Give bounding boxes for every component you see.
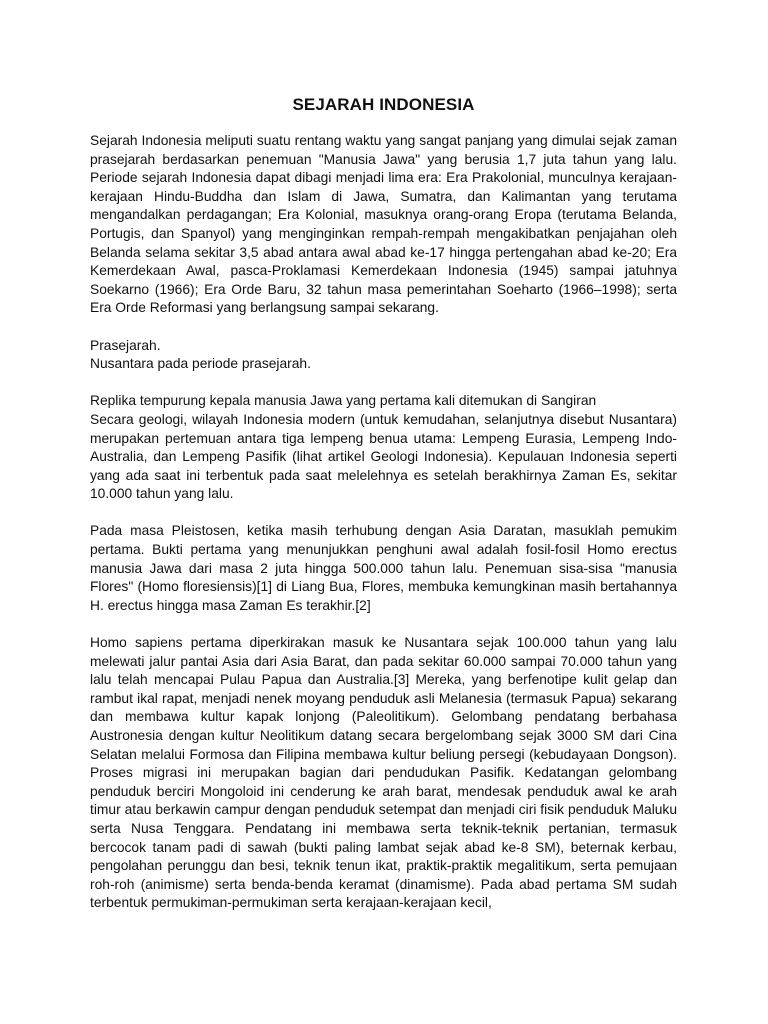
document-title: SEJARAH INDONESIA bbox=[292, 95, 475, 114]
paragraph-intro: Sejarah Indonesia meliputi suatu rentang waktu yang sangat panjang yang dimulai sejak zaman prasejarah berdasarkan penemuan "Manusia Jawa" yang berusia 1,7 juta tahun yang lalu. Periode sejarah Indonesia dapat dibagi menjadi lima era: Era Prakolonial, munculnya kerajaan-kerajaan Hindu-Buddha dan Islam di Jawa, Sumatra, dan Kalimantan yang terutama mengandalkan perdagangan; Era Kolonial, masuknya orang-orang Eropa (terutama Belanda, Portugis, dan Spanyol) yang menginginkan rempah-rempah mengakibatkan penjajahan oleh Belanda selama sekitar 3,5 abad antara awal abad ke-17 hingga pertengahan abad ke-20; Era Kemerdekaan Awal, pasca-Proklamasi Kemerdekaan Indonesia (1945) sampai jatuhnya Soekarno (1966); Era Orde Baru, 32 tahun masa pemerintahan Soeharto (1966–1998); serta Era Orde Reformasi yang berlangsung sampai sekarang. bbox=[90, 133, 677, 316]
paragraph-homo-sapiens: Homo sapiens pertama diperkirakan masuk ke Nusantara sejak 100.000 tahun yang lalu melewati jalur pantai Asia dari Asia Barat, dan pada sekitar 60.000 sampai 70.000 tahun yang lalu telah mencapai Pulau Papua dan Australia.[3] Mereka, yang berfenotipe kulit gelap dan rambut ikal rapat, menjadi nenek moyang penduduk asli Melanesia (termasuk Papua) sekarang dan membawa kultur kapak lonjong (Paleolitikum). Gelombang pendatang berbahasa Austronesia dengan kultur Neolitikum datang secara bergelombang sejak 3000 SM dari Cina Selatan melalui Formosa dan Filipina membawa kultur beliung persegi (kebudayaan Dongson). Proses migrasi ini merupakan bagian dari pendudukan Pasifik. Kedatangan gelombang penduduk berciri Mongoloid ini cenderung ke arah barat, mendesak penduduk awal ke arah timur atau berkawin campur dengan penduduk setempat dan menjadi ciri fisik penduduk Maluku serta Nusa Tenggara. Pendatang ini membawa serta teknik-teknik pertanian, termasuk bercocok tanam padi di sawah (bukti paling lambat sejak abad ke-8 SM), beternak kerbau, pengolahan perunggu dan besi, teknik tenun ikat, praktik-praktik megalitikum, serta pemujaan roh-roh (animisme) serta benda-benda keramat (dinamisme). Pada abad pertama SM sudah terbentuk permukiman-permukiman serta kerajaan-kerajaan kecil, bbox=[90, 635, 677, 911]
heading-prasejarah: Prasejarah. bbox=[90, 337, 161, 353]
paragraph-geology: Secara geologi, wilayah Indonesia modern (untuk kemudahan, selanjutnya disebut Nusantara) merupakan pertemuan antara tiga lempeng benua utama: Lempeng Eurasia, Lempeng Indo-Australia, dan Lempeng Pasifik (lihat artikel Geologi Indonesia). Kepulauan Indonesia seperti yang ada saat ini terbentuk pada saat melelehnya es setelah berakhirnya Zaman Es, sekitar 10.000 tahun yang lalu. bbox=[90, 411, 677, 502]
subheading-nusantara: Nusantara pada periode prasejarah. bbox=[90, 356, 311, 372]
spacer bbox=[90, 374, 677, 393]
document-page bbox=[90, 92, 677, 932]
paragraph-pleistocene: Pada masa Pleistosen, ketika masih terhubung dengan Asia Daratan, masuklah pemukim pertama. Bukti pertama yang menunjukkan penghuni awal adalah fosil-fosil Homo erectus manusia Jawa dari masa 2 juta hingga 500.000 tahun lalu. Penemuan sisa-sisa "manusia Flores" (Homo floresiensis)[1] di Liang Bua, Flores, membuka kemungkinan masih bertahannya H. erectus hingga masa Zaman Es terakhir.[2] bbox=[90, 523, 677, 613]
image-caption: Replika tempurung kepala manusia Jawa yang pertama kali ditemukan di Sangiran bbox=[90, 393, 597, 409]
